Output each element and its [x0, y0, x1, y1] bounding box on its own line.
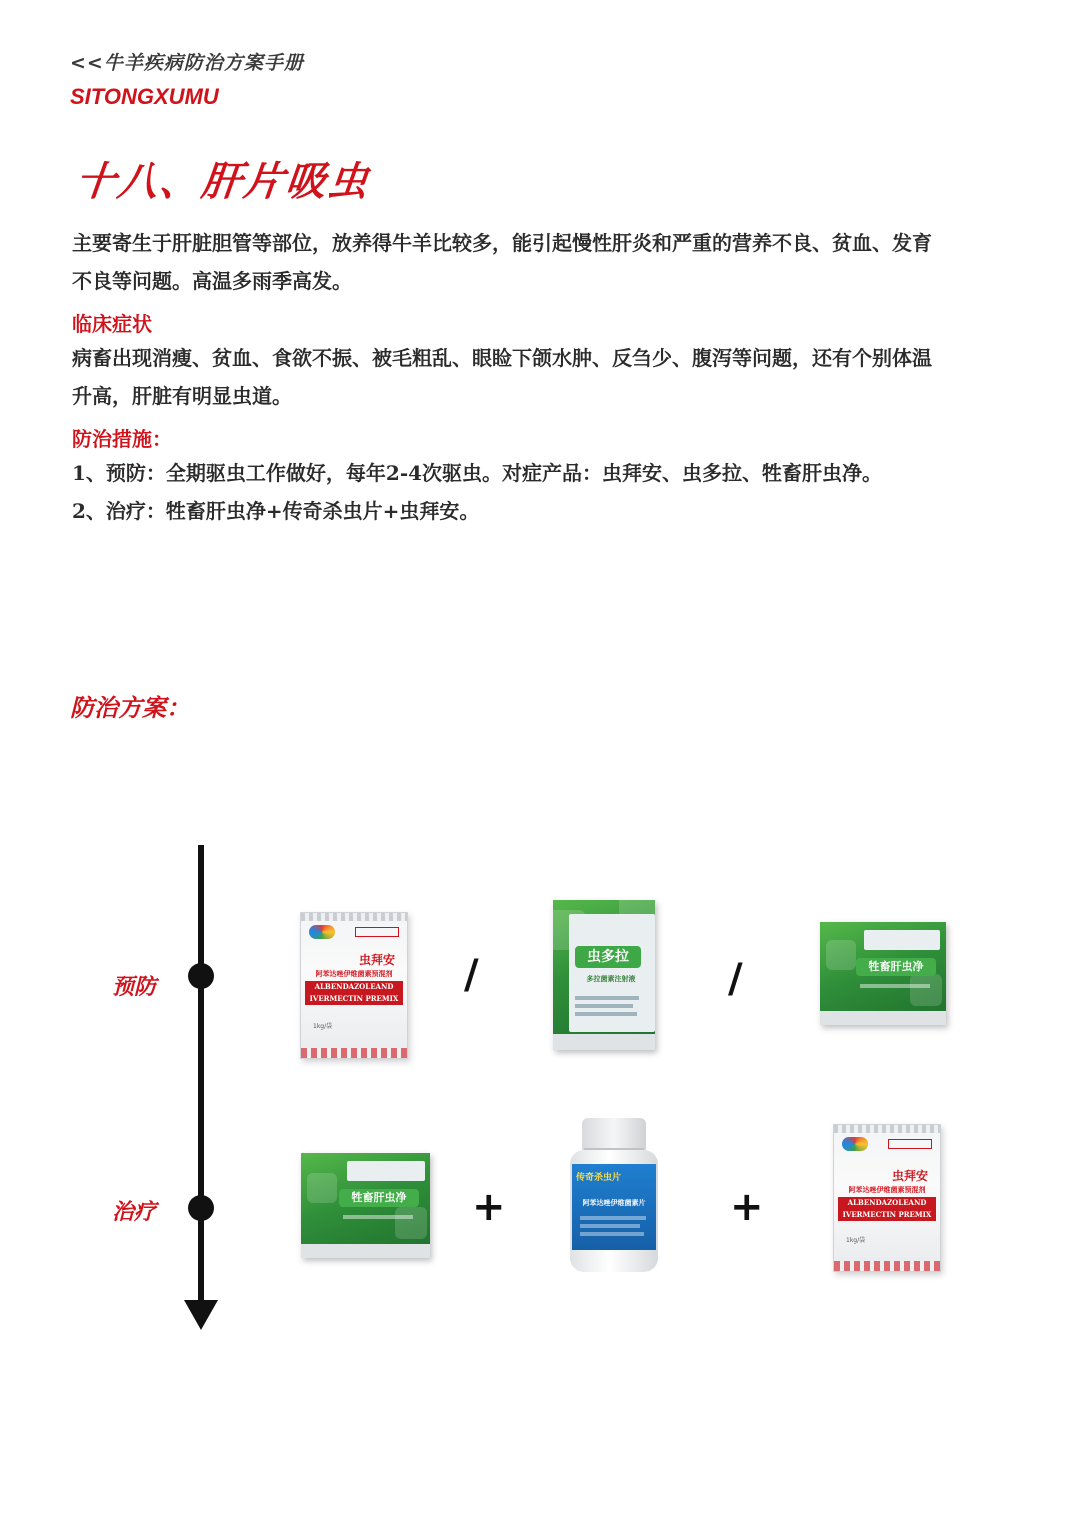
separator-or: / [728, 956, 743, 1002]
timeline-dot-prevention [188, 963, 214, 989]
product-subtitle: 阿苯达唑伊维菌素片 [582, 1199, 646, 1207]
product-chongbaian-sachet: 虫拜安 阿苯达唑伊维菌素预混剂 ALBENDAZOLEAND IVERMECTIN PREMIX 1kg/袋 [833, 1124, 941, 1272]
separator-plus: + [472, 1184, 506, 1230]
measures-list [72, 454, 1022, 530]
product-name: 虫多拉 [575, 946, 641, 968]
symptoms-paragraph [72, 339, 1022, 415]
separator-or: / [464, 952, 479, 998]
product-english-band: ALBENDAZOLEAND IVERMECTIN PREMIX [305, 981, 403, 1005]
product-subtitle: 多拉菌素注射液 [586, 975, 636, 983]
product-name: 虫拜安 [891, 1169, 928, 1183]
prevention-label: 预防 [112, 975, 157, 1000]
brand-logo-icon [309, 925, 335, 939]
product-gangchongjing-box [301, 1153, 430, 1258]
intro-line-2: 不良等问题。高温多雨季高发。 [72, 269, 352, 293]
product-chuanqi-bottle [570, 1118, 658, 1272]
plan-title: 防治方案： [70, 694, 190, 722]
symptoms-line-2: 升高，肝脏有明显虫道。 [72, 384, 292, 408]
separator-plus: + [730, 1184, 764, 1230]
product-gangchongjing-box [820, 922, 946, 1025]
intro-line-1: 主要寄生于肝脏胆管等部位，放养得牛羊比较多，能引起慢性肝炎和严重的营养不良、贫血、发育 [72, 231, 932, 255]
product-name: 传奇杀虫片 [576, 1173, 622, 1183]
product-subtitle: 阿苯达唑伊维菌素预混剂 [848, 1186, 926, 1194]
brand-name: SITONGXUMU [70, 84, 219, 109]
timeline-dot-treatment [188, 1195, 214, 1221]
section-title: 十八、肝片吸虫 [73, 159, 373, 205]
timeline-axis [198, 845, 204, 1305]
product-chongbaian-sachet: 虫拜安 阿苯达唑伊维菌素预混剂 ALBENDAZOLEAND IVERMECTIN PREMIX 1kg/袋 [300, 912, 408, 1059]
product-english-band: ALBENDAZOLEAND IVERMECTIN PREMIX [838, 1197, 936, 1221]
manual-title: <<牛羊疾病防治方案手册 [70, 52, 304, 74]
symptoms-line-1: 病畜出现消瘦、贫血、食欲不振、被毛粗乱、眼睑下颌水肿、反刍少、腹泻等问题，还有个别体温 [72, 346, 932, 370]
arrow-down-icon [184, 1300, 218, 1330]
product-name: 牲畜肝虫净 [339, 1189, 419, 1207]
measure-treatment: 2、治疗：牲畜肝虫净+传奇杀虫片+虫拜安。 [72, 499, 480, 523]
brand-logo-icon [842, 1137, 868, 1151]
product-chongduola-box [553, 900, 655, 1050]
intro-paragraph [72, 224, 1022, 300]
product-name: 牲畜肝虫净 [856, 958, 936, 976]
treatment-label: 治疗 [112, 1200, 157, 1225]
measure-prevention: 1、预防：全期驱虫工作做好，每年2-4次驱虫。对症产品：虫拜安、虫多拉、牲畜肝虫净。 [72, 461, 883, 485]
product-name: 虫拜安 [358, 953, 395, 967]
product-subtitle: 阿苯达唑伊维菌素预混剂 [315, 970, 393, 978]
symptoms-heading: 临床症状 [72, 312, 152, 336]
measures-heading: 防治措施： [72, 427, 172, 451]
